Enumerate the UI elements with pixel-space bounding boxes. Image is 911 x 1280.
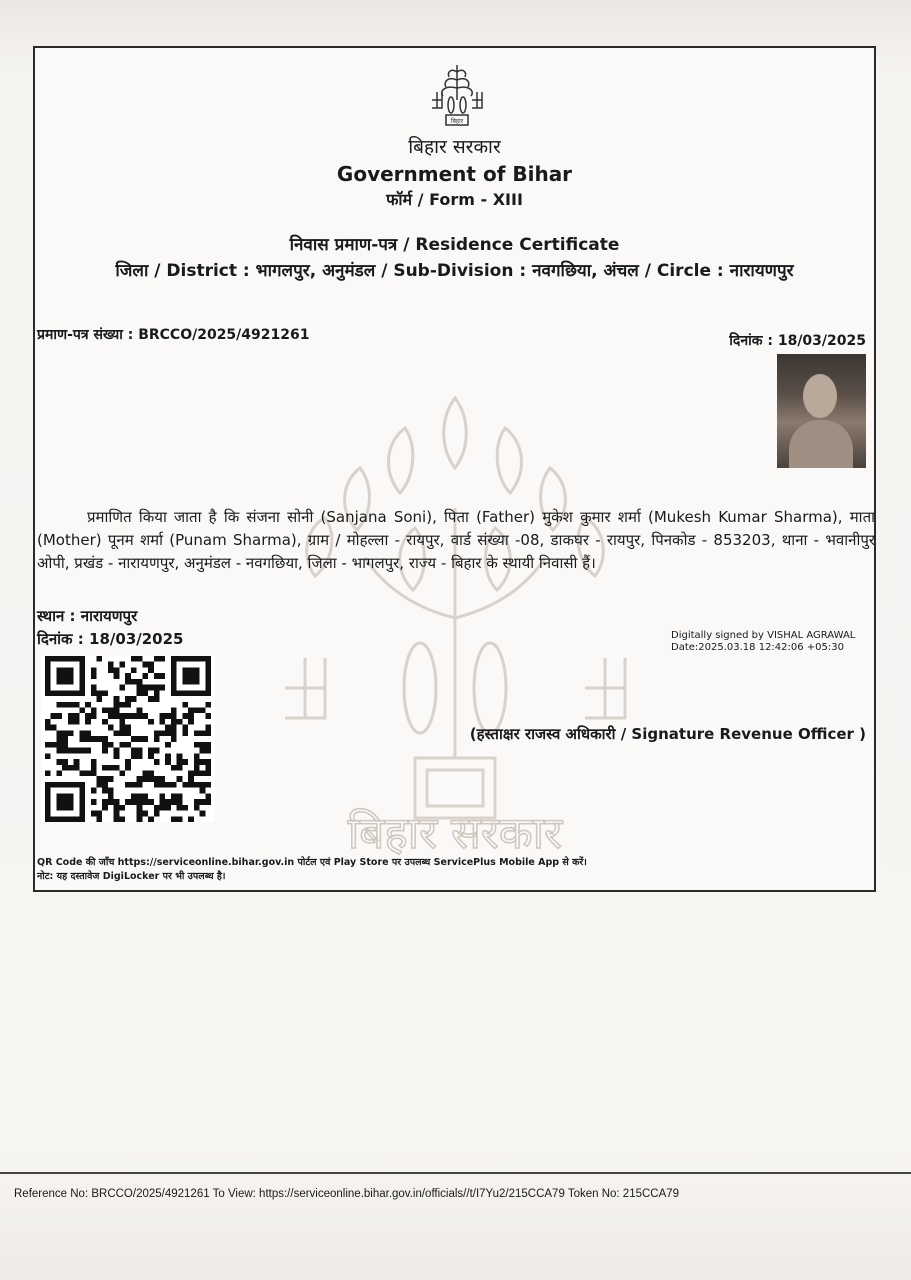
bihar-emblem-watermark [265,358,645,858]
form-number: फॉर्म / Form - XIII [386,190,523,209]
signature-officer: (हस्ताक्षर राजस्व अधिकारी / Signature Revenue Officer ) [469,725,866,743]
certificate-date: दिनांक : 18/03/2025 [729,333,866,349]
emblem-label: बिहार [450,118,464,125]
bihar-emblem-icon [418,60,496,130]
district-line: जिला / District : भागलपुर, अनुमंडल / Sub-Division : नवगछिया, अंचल / Circle : नारायणपुर [115,261,794,281]
applicant-photo [777,354,866,468]
digital-signature [671,630,855,654]
qr-note: QR Code की जाँच https://serviceonline.bihar.gov.in पोर्टल एवं Play Store पर उपलब्ध ServicePlus Mobile App से करें। [37,857,587,868]
digilocker-note: नोट: यह दस्तावेज DigiLocker पर भी उपलब्ध है। [37,871,226,882]
qr-code[interactable] [41,656,215,822]
govt-hindi-title: बिहार सरकार [408,136,501,158]
footer-divider [0,1172,911,1174]
certificate-number: प्रमाण-पत्र संख्या : BRCCO/2025/4921261 [37,327,310,343]
footnotes [37,856,587,884]
digital-sign-date: Date:2025.03.18 12:42:06 +05:30 [671,642,844,653]
digital-signer: Digitally signed by VISHAL AGRAWAL [671,630,856,641]
place-line: स्थान : नारायणपुर [37,607,138,625]
footer-reference: Reference No: BRCCO/2025/4921261 To View: https://serviceonline.bihar.gov.in/officials//t/I7Yu2/215CCA79 Token No: 215CCA79 [14,1188,680,1200]
issue-date-line: दिनांक : 18/03/2025 [37,630,184,648]
watermark-text: बिहार सरकार [347,808,563,858]
certificate-body: प्रमाणित किया जाता है कि संजना सोनी (Sanjana Soni), पिता (Father) मुकेश कुमार शर्मा (Mukesh Kumar Sharma), माता (Mother) पूनम शर्मा (Punam Sharma), ग्राम / मोहल्ला - रायपुर, वार्ड संख्या -08, डाकघर - रायपुर, पिनकोड - 853203, थाना - भवानीपुर ओपी, प्रखंड - नारायणपुर, अनुमंडल - नवगछिया, जिला - भागलपुर, राज्य - बिहार के स्थायी निवासी हैं। [37,508,875,572]
govt-english-title: Government of Bihar [336,162,573,186]
certificate-frame [33,46,876,892]
certificate-title: निवास प्रमाण-पत्र / Residence Certificate [289,235,620,255]
